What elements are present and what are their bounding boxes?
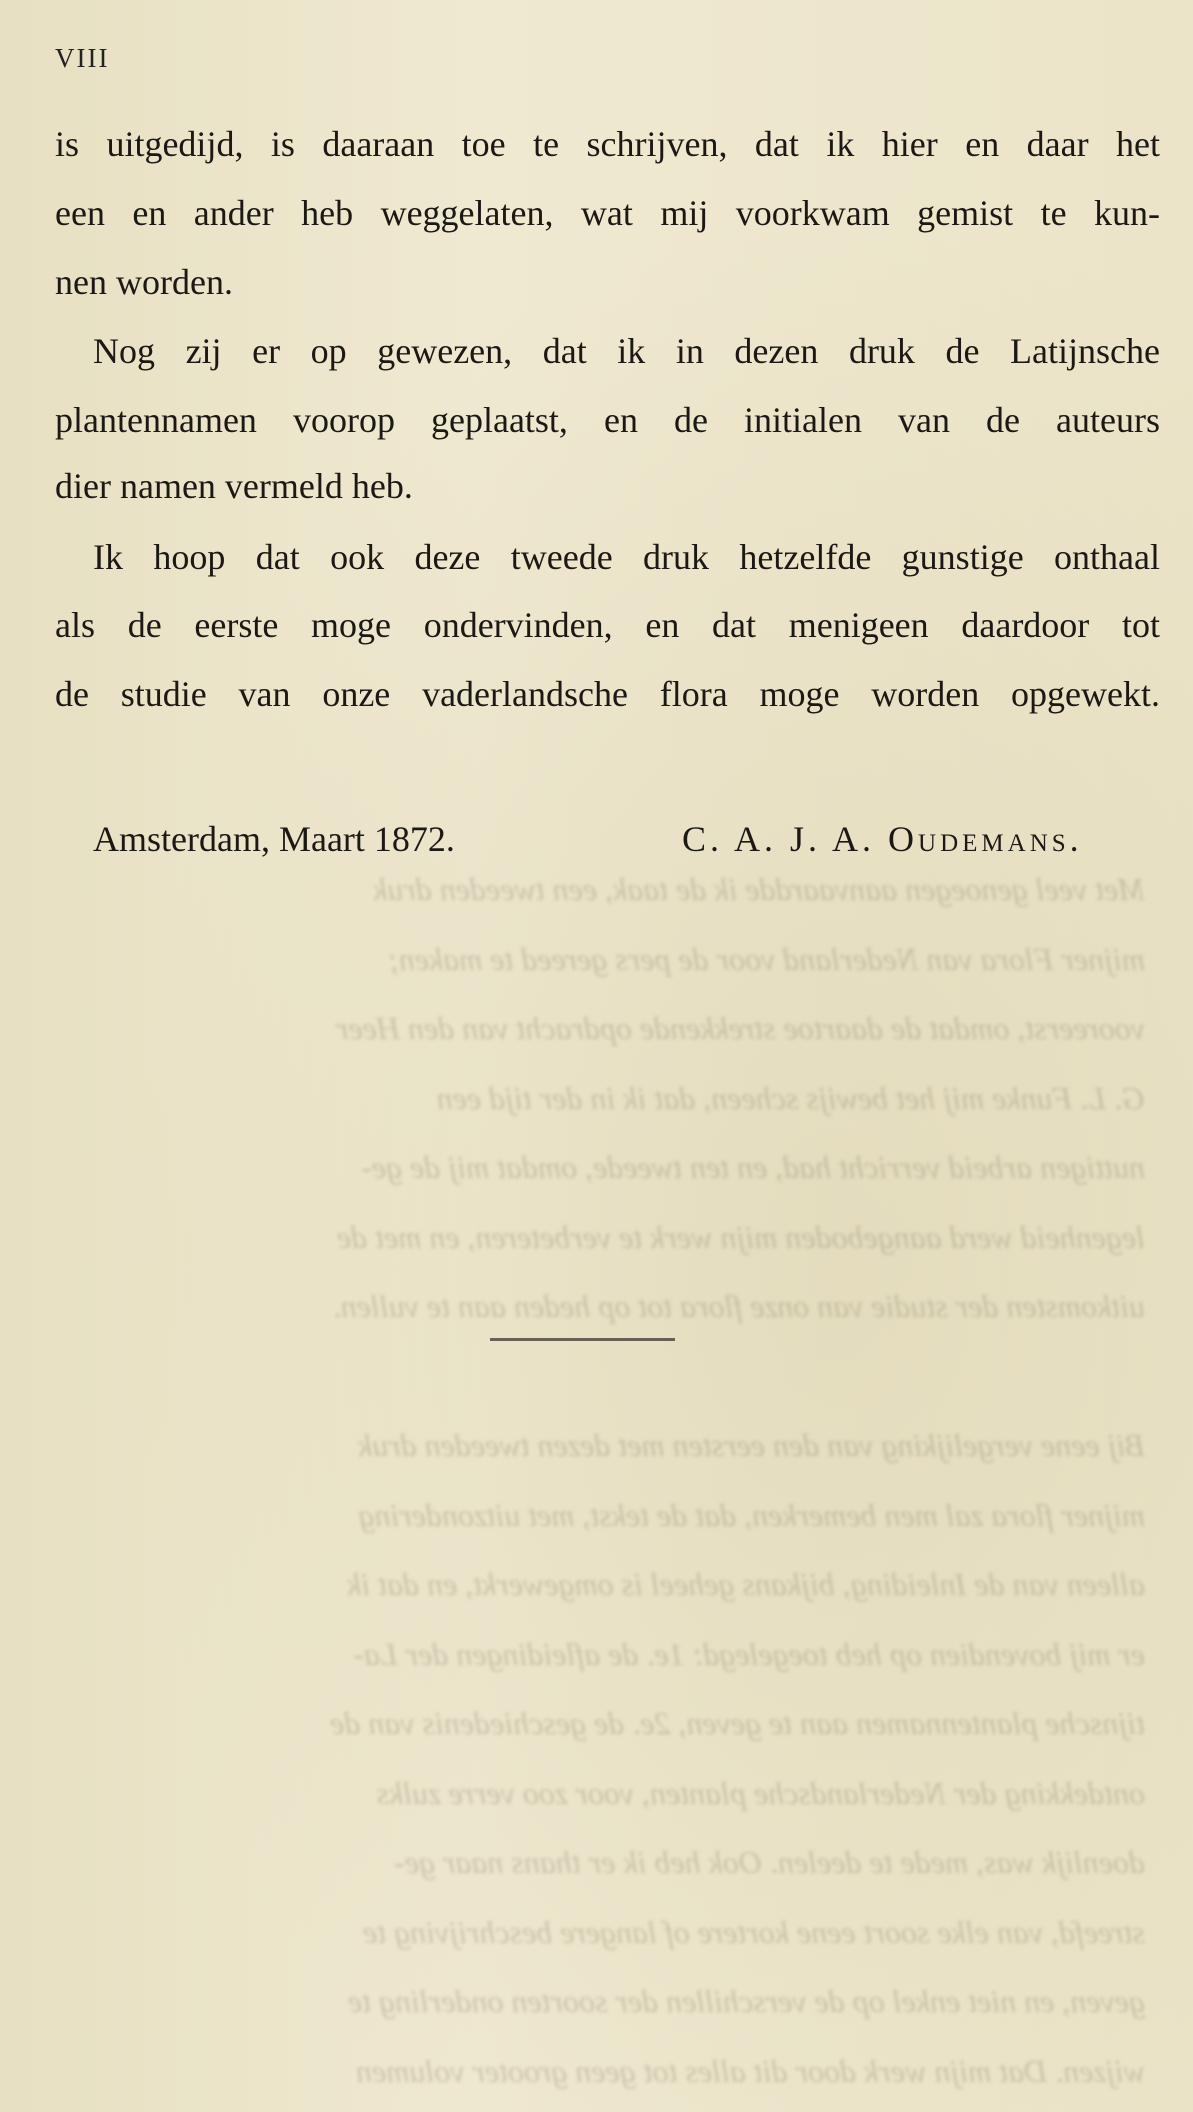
text-line: dier namen vermeld heb. (55, 466, 413, 506)
text-line: nen worden. (55, 262, 233, 302)
text-line: is uitgedijd, is daaraan toe te schrijven, dat ik hier en daar het (55, 124, 1160, 164)
text-line: Ik hoop dat ook deze tweede druk hetzelfde gunstige onthaal (93, 537, 1160, 577)
signature-author: C. A. J. A. Oudemans. (682, 819, 1083, 859)
text-line: een en ander heb weggelaten, wat mij voorkwam gemist te kun- (55, 193, 1160, 233)
text-line: de studie van onze vaderlandsche flora moge worden opgewekt. (55, 674, 1160, 714)
page-number: VIII (55, 43, 110, 73)
text-line: Nog zij er op gewezen, dat ik in dezen druk de Latijnsche (93, 331, 1160, 371)
text-line: plantennamen voorop geplaatst, en de initialen van de auteurs (55, 400, 1160, 440)
signature-place-date: Amsterdam, Maart 1872. (93, 819, 455, 859)
bleed-through-text: Met veel genoegen aanvaardde ik de taak, een tweeden druk mijner Flora van Nederland voor de pers gereed te maken; vooreerst, omdat de daartoe strekkende opdracht van den Heer G. L. Funke mij het bewijs scheen, dat ik in der tijd een nuttigen arbeid verricht had, en ten tweede, omdat mij de ge- legenheid werd aangeboden mijn werk te verbeteren, en met de uitkomsten der studie van onze flora tot op heden aan te vullen. Bij eene vergelijking van den eersten met dezen tweeden druk mijner flora zal men bemerken, dat de tekst, met uitzondering alleen van de Inleiding, bijkans geheel is omgewerkt, en dat ik er mij bovendien op heb toegelegd: 1e. de afleidingen der La- tijnsche plantennamen aan te geven, 2e. de geschiedenis van de ontdekking der Nederlandsche planten, voor zoo verre zulks doenlijk was, mede te deelen. Ook heb ik er thans naar ge- streefd, van elke soort eene kortere of langere beschrijving te geven, en niet enkel op de verschillen der soorten onderling te wijzen. Dat mijn werk door dit alles tot geen grooter volumen (330, 871, 1145, 2089)
text-line: als de eerste moge ondervinden, en dat menigeen daardoor tot (55, 605, 1160, 645)
bleed-through-rule (490, 1338, 675, 1341)
